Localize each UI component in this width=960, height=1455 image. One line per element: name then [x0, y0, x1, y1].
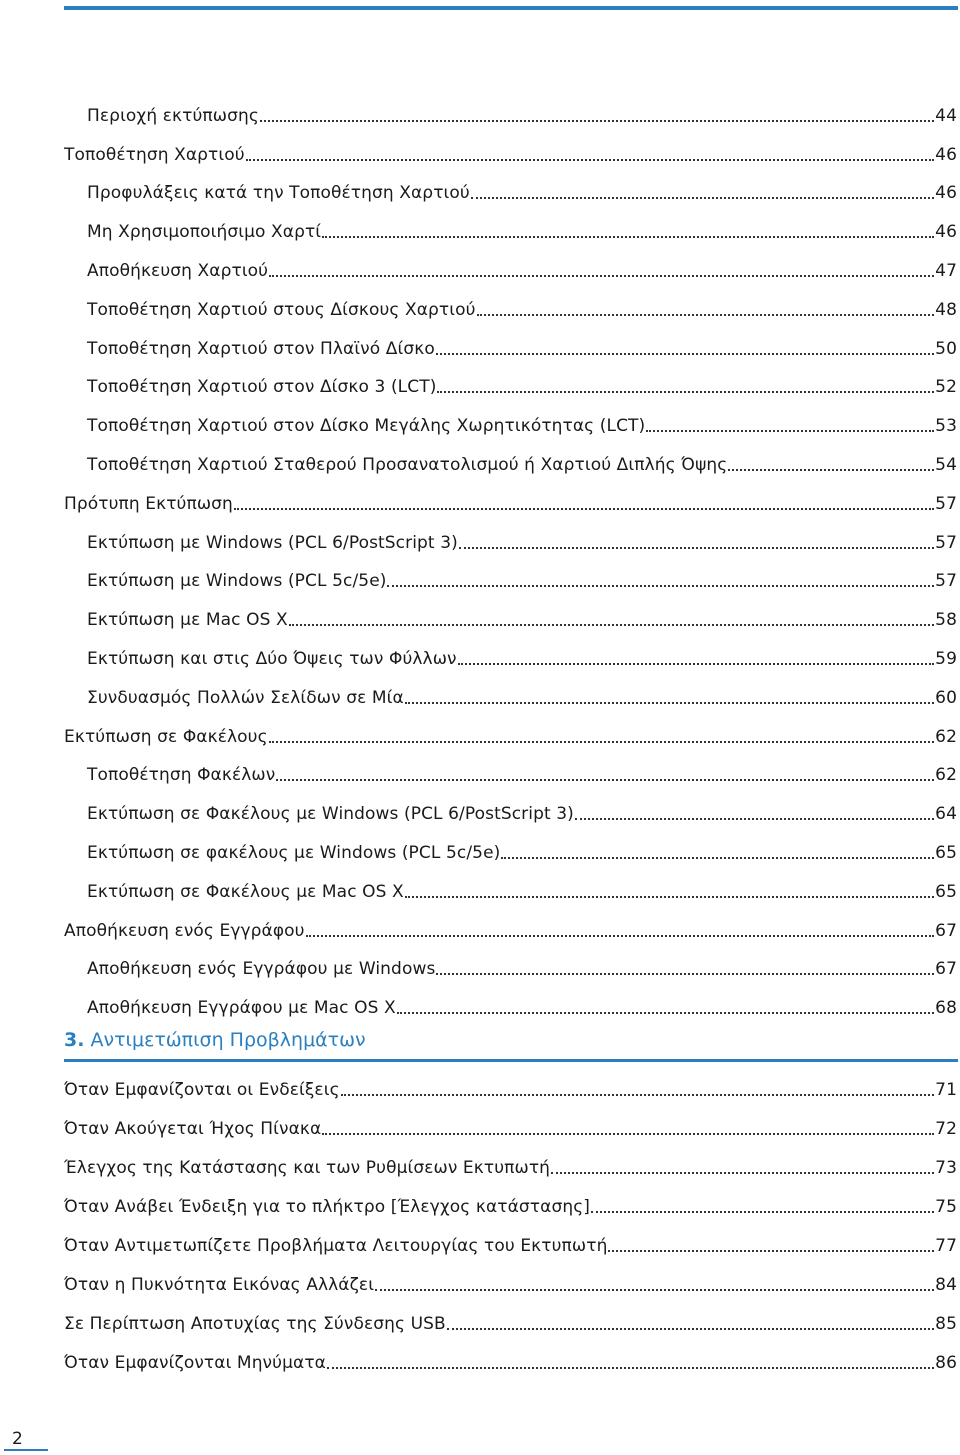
toc-entry[interactable] [64, 903, 957, 942]
toc-list [64, 88, 957, 1019]
chapter-number: 3. [64, 1029, 85, 1051]
toc-entry-title: Εκτύπωση με Mac OS X [87, 610, 288, 631]
chapter-toc-list [64, 1062, 957, 1374]
top-rule [64, 6, 958, 10]
toc-entry-page: 75 [935, 1197, 957, 1217]
toc-entry-page: 71 [935, 1080, 957, 1100]
toc-entry-title: Πρότυπη Εκτύπωση [64, 493, 233, 514]
toc-entry-title: Μη Χρησιμοποιήσιμο Χαρτί [87, 222, 322, 243]
toc-entry[interactable] [64, 631, 957, 670]
dot-leader [260, 105, 934, 127]
toc-entry[interactable] [64, 1062, 957, 1101]
toc-entry[interactable] [64, 592, 957, 631]
toc-entry[interactable] [64, 437, 957, 476]
toc-entry-title: Τοποθέτηση Χαρτιού στον Δίσκο 3 (LCT) [87, 377, 437, 398]
dot-leader [471, 182, 934, 204]
toc-entry-page: 52 [935, 377, 957, 398]
toc-entry[interactable] [64, 476, 957, 515]
dot-leader [269, 260, 934, 282]
page-number: 2 [12, 1429, 23, 1449]
dot-leader [375, 1274, 934, 1296]
dot-leader [728, 454, 934, 476]
toc-entry[interactable] [64, 942, 957, 981]
toc-entry-page: 73 [935, 1158, 957, 1178]
toc-entry[interactable] [64, 709, 957, 748]
toc-entry-title: Όταν Εμφανίζονται οι Ενδείξεις [64, 1080, 340, 1100]
toc-entry-title: Αποθήκευση Χαρτιού [87, 260, 269, 281]
toc-entry-page: 84 [935, 1275, 957, 1295]
dot-leader [477, 299, 935, 321]
toc-entry[interactable] [64, 360, 957, 399]
toc-entry[interactable] [64, 127, 957, 166]
toc-entry[interactable] [64, 670, 957, 709]
toc-entry-title: Όταν η Πυκνότητα Εικόνας Αλλάζει [64, 1275, 375, 1295]
toc-entry-page: 47 [935, 260, 957, 281]
chapter-title [64, 1026, 958, 1059]
toc-entry-page: 57 [935, 532, 957, 553]
toc-entry-title: Εκτύπωση με Windows (PCL 5c/5e) [87, 571, 387, 592]
dot-leader [405, 687, 934, 709]
toc-entry-title: Εκτύπωση σε Φακέλους με Windows (PCL 6/PostScript 3) [87, 804, 574, 825]
chapter-heading [64, 1026, 958, 1062]
toc-entry[interactable] [64, 1296, 957, 1335]
dot-leader [575, 803, 934, 825]
toc-entry-page: 64 [935, 804, 957, 825]
toc-entry-title: Αποθήκευση Εγγράφου με Mac OS X [87, 998, 396, 1019]
toc-entry-title: Τοποθέτηση Χαρτιού Σταθερού Προσανατολισμού ή Χαρτιού Διπλής Όψης [87, 454, 728, 475]
toc-entry-page: 62 [935, 726, 957, 747]
toc-entry-page: 59 [935, 648, 957, 669]
toc-entry[interactable] [64, 243, 957, 282]
toc-entry[interactable] [64, 864, 957, 903]
toc-entry-title: Εκτύπωση σε Φακέλους με Mac OS X [87, 881, 404, 902]
dot-leader [436, 338, 934, 360]
dot-leader [289, 609, 934, 631]
toc-entry-title: Τοποθέτηση Χαρτιού [64, 144, 245, 165]
toc-entry[interactable] [64, 1218, 957, 1257]
toc-entry-page: 60 [935, 687, 957, 708]
toc-entry-title: Αποθήκευση ενός Εγγράφου [64, 920, 305, 941]
toc-entry-title: Αποθήκευση ενός Εγγράφου με Windows [87, 959, 436, 980]
toc-entry[interactable] [64, 515, 957, 554]
dot-leader [276, 764, 934, 786]
dot-leader [322, 1118, 934, 1140]
toc-entry-title: Τοποθέτηση Χαρτιού στον Δίσκο Μεγάλης Χωρητικότητας (LCT) [87, 416, 646, 437]
dot-leader [501, 842, 934, 864]
toc-entry-page: 67 [935, 959, 957, 980]
dot-leader [458, 648, 935, 670]
toc-entry[interactable] [64, 786, 957, 825]
toc-entry-page: 53 [935, 416, 957, 437]
toc-entry-title: Εκτύπωση με Windows (PCL 6/PostScript 3) [87, 532, 458, 553]
toc-entry-page: 50 [935, 338, 957, 359]
toc-entry-page: 46 [935, 222, 957, 243]
toc-entry-page: 62 [935, 765, 957, 786]
toc-entry-page: 57 [935, 493, 957, 514]
dot-leader [459, 532, 934, 554]
toc-entry-title: Όταν Ανάβει Ένδειξη για το πλήκτρο [Έλεγχος κατάστασης] [64, 1197, 591, 1217]
dot-leader [306, 920, 935, 942]
dot-leader [327, 1352, 934, 1374]
toc-entry[interactable] [64, 980, 957, 1019]
toc-entry[interactable] [64, 398, 957, 437]
dot-leader [646, 415, 934, 437]
dot-leader [322, 221, 934, 243]
toc-entry-title: Περιοχή εκτύπωσης [87, 105, 259, 126]
dot-leader [246, 144, 935, 166]
chapter-name: Αντιμετώπιση Προβλημάτων [90, 1029, 366, 1051]
toc-entry[interactable] [64, 166, 957, 205]
toc-entry-title: Εκτύπωση σε Φακέλους [64, 726, 268, 747]
toc-entry[interactable] [64, 748, 957, 787]
toc-entry[interactable] [64, 825, 957, 864]
toc-entry-title: Όταν Αντιμετωπίζετε Προβλήματα Λειτουργίας του Εκτυπωτή [64, 1236, 608, 1256]
toc-entry[interactable] [64, 321, 957, 360]
toc-entry[interactable] [64, 88, 957, 127]
dot-leader [234, 493, 934, 515]
dot-leader [405, 881, 934, 903]
toc-entry-page: 86 [935, 1353, 957, 1373]
dot-leader [341, 1079, 935, 1101]
toc-entry[interactable] [64, 1335, 957, 1374]
toc-entry-title: Σε Περίπτωση Αποτυχίας της Σύνδεσης USB [64, 1314, 446, 1334]
toc-entry-title: Προφυλάξεις κατά την Τοποθέτηση Χαρτιού [87, 183, 470, 204]
toc-entry-page: 57 [935, 571, 957, 592]
toc-entry-page: 65 [935, 842, 957, 863]
toc-entry-title: Τοποθέτηση Φακέλων [87, 765, 276, 786]
toc-entry-title: Έλεγχος της Κατάστασης και των Ρυθμίσεων Εκτυπωτή [64, 1158, 551, 1178]
toc-entry[interactable] [64, 1140, 957, 1179]
toc-entry-page: 65 [935, 881, 957, 902]
toc-entry-page: 77 [935, 1236, 957, 1256]
dot-leader [269, 726, 934, 748]
toc-entry[interactable] [64, 554, 957, 593]
toc-entry-title: Εκτύπωση και στις Δύο Όψεις των Φύλλων [87, 648, 457, 669]
toc-entry[interactable] [64, 1179, 957, 1218]
toc-entry-title: Τοποθέτηση Χαρτιού στον Πλαϊνό Δίσκο [87, 338, 435, 359]
toc-entry-title: Τοποθέτηση Χαρτιού στους Δίσκους Χαρτιού [87, 299, 476, 320]
dot-leader [591, 1196, 934, 1218]
toc-entry-page: 67 [935, 920, 957, 941]
toc-entry-title: Όταν Εμφανίζονται Μηνύματα [64, 1353, 326, 1373]
toc-entry-page: 85 [935, 1314, 957, 1334]
dot-leader [436, 958, 934, 980]
toc-entry[interactable] [64, 204, 957, 243]
toc-entry-page: 68 [935, 998, 957, 1019]
toc-entry-page: 72 [935, 1119, 957, 1139]
toc-entry-page: 54 [935, 454, 957, 475]
toc-entry-title: Συνδυασμός Πολλών Σελίδων σε Μία [87, 687, 404, 708]
toc-entry-page: 46 [935, 183, 957, 204]
dot-leader [447, 1313, 934, 1335]
toc-entry[interactable] [64, 1101, 957, 1140]
toc-entry-title: Εκτύπωση σε φακέλους με Windows (PCL 5c/5e) [87, 842, 501, 863]
dot-leader [608, 1235, 934, 1257]
toc-entry-page: 58 [935, 610, 957, 631]
toc-entry-page: 46 [935, 144, 957, 165]
dot-leader [387, 570, 934, 592]
dot-leader [551, 1157, 934, 1179]
page-number-rule [4, 1449, 48, 1451]
toc-entry[interactable] [64, 1257, 957, 1296]
toc-entry-title: Όταν Ακούγεται Ήχος Πίνακα [64, 1119, 322, 1139]
dot-leader [397, 997, 934, 1019]
dot-leader [437, 376, 934, 398]
toc-entry[interactable] [64, 282, 957, 321]
toc-entry-page: 48 [935, 299, 957, 320]
toc-entry-page: 44 [935, 105, 957, 126]
